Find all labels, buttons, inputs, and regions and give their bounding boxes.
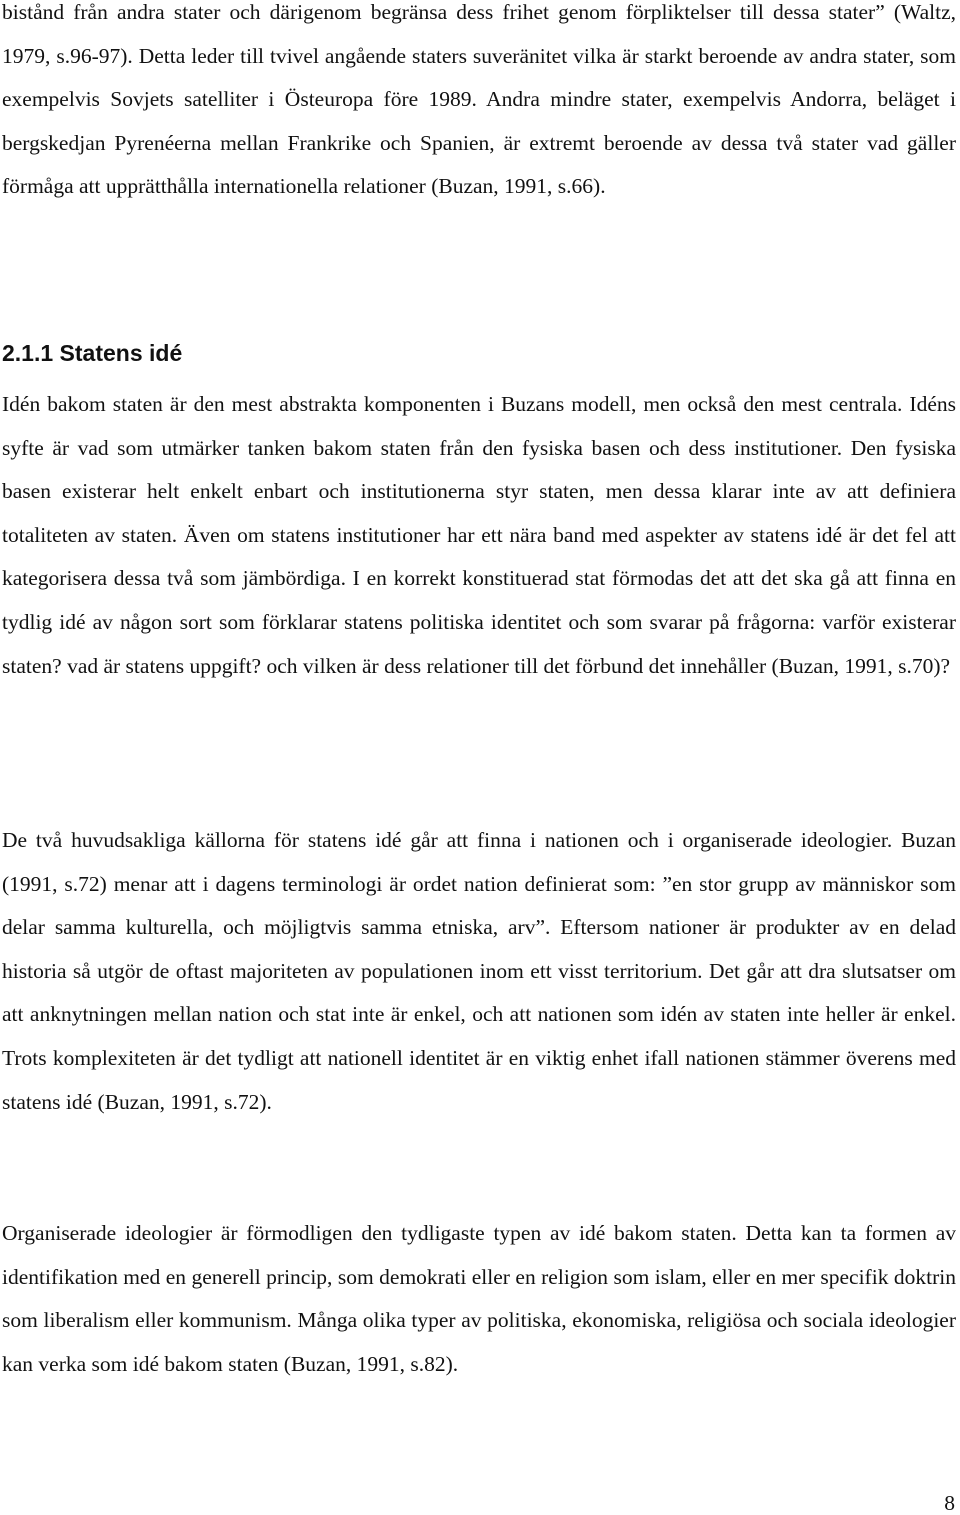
paragraph-nation-ideology: De två huvudsakliga källorna för statens idé går att finna i nationen och i organiserade ideologier. Buzan (1991, s.72) menar att i dagens terminologi är ordet nation definierat som: ”en stor grupp av människor som delar samma kulturella, och möjligtvis samma etniska, arv”. Eftersom nationer är produkter av en delad historia så utgör de oftast majoriteten av populationen inom ett visst territorium. Det går att dra slutsatser om att anknytningen mellan nation och stat inte är enkel, och att nationen som idén av staten inte heller är enkel. Trots komplexiteten är det tydligt att nationell identitet är en viktig enhet ifall nationen stämmer överens med statens idé (Buzan, 1991, s.72).: [2, 828, 956, 1114]
page-number: 8: [944, 1491, 955, 1515]
paragraph-continuation: bistånd från andra stater och därigenom begränsa dess frihet genom förpliktelser till dessa stater” (Waltz, 1979, s.96-97). Detta leder till tvivel angående staters suveränitet vilka är starkt beroende av andra stater, som exempelvis Sovjets satelliter i Östeuropa före 1989. Andra mindre stater, exempelvis Andorra, beläget i bergskedjan Pyrenéerna mellan Frankrike och Spanien, är extremt beroende av dessa två stater vad gäller förmåga att upprätthålla internationella relationer (Buzan, 1991, s.66).: [2, 0, 956, 199]
paragraph-organized-ideologies: Organiserade ideologier är förmodligen den tydligaste typen av idé bakom staten. Detta kan ta formen av identifikation med en generell princip, som demokrati eller en religion som islam, eller en mer specifik doktrin som liberalism eller kommunism. Många olika typer av politiska, ekonomiska, religiösa och sociala ideologier kan verka som idé bakom staten (Buzan, 1991, s.82).: [2, 1221, 956, 1376]
section-heading: 2.1.1 Statens idé: [2, 340, 183, 366]
paragraph-state-idea: Idén bakom staten är den mest abstrakta komponenten i Buzans modell, men också den mest centrala. Idéns syfte är vad som utmärker tanken bakom staten från den fysiska basen och dess institutioner. Den fysiska basen existerar helt enkelt enbart och institutionerna styr staten, men dessa klarar inte av att definiera totaliteten av staten. Även om statens institutioner har ett nära band med aspekter av statens idé är det fel att kategorisera dessa två som jämbördiga. I en korrekt konstituerad stat förmodas det att det ska gå att finna en tydlig idé av någon sort som förklarar statens politiska identitet och som svarar på frågorna: varför existerar staten? vad är statens uppgift? och vilken är dess relationer till det förbund det innehåller (Buzan, 1991, s.70)?: [2, 392, 956, 678]
